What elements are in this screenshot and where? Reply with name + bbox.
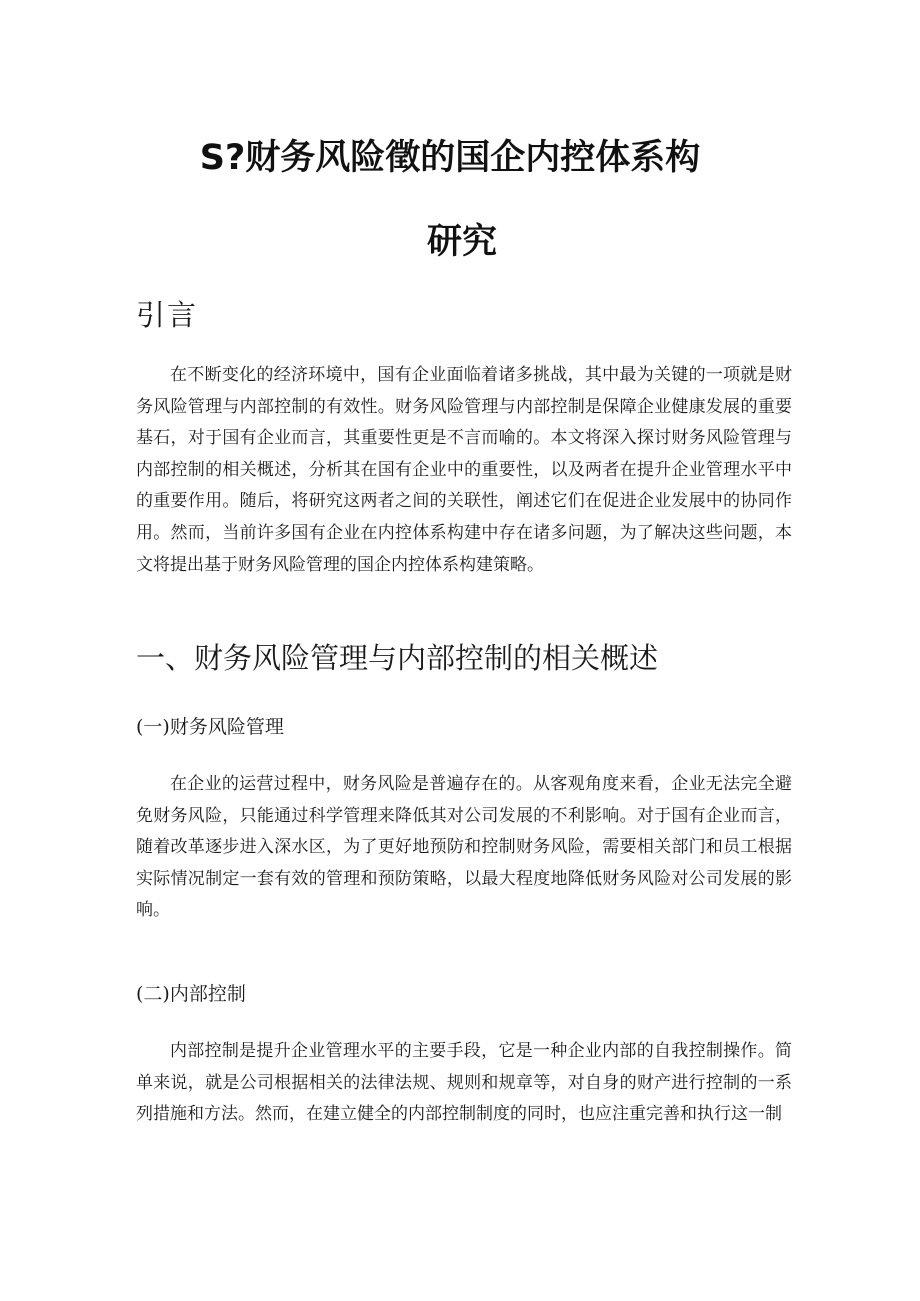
intro-paragraph: 在不断变化的经济环境中，国有企业面临着诸多挑战，其中最为关键的一项就是财务风险管理与内部控制的有效性。财务风险管理与内部控制是保障企业健康发展的重要基石，对于国有企业而言，其重要性更是不言而喻的。本文将深入探讨财务风险管理与内部控制的相关概述，分析其在国有企业中的重要性，以及两者在提升企业管理水平中的重要作用。随后，将研究这两者之间的关联性，阐述它们在促进企业发展中的协同作用。然而，当前许多国有企业在内控体系构建中存在诸多问题，为了解决这些问题，本文将提出基于财务风险管理的国企内控体系构建策略。 [136,365,792,575]
subsection-1-heading: (一)财务风险管理 [136,716,284,738]
section-1-heading: 一、财务风险管理与内部控制的相关概述 [136,641,659,675]
intro-heading: 引言 [136,298,199,332]
subsection-2-paragraph: 内部控制是提升企业管理水平的主要手段，它是一种企业内部的自我控制操作。简单来说，就是公司根据相关的法律法规、规则和规章等，对自身的财产进行控制的一系列措施和方法。然而，在建立健全的内部控制制度的同时，也应注重完善和执行这一制 [136,1041,792,1125]
subsection-2-heading: (二)内部控制 [136,983,246,1005]
document-title-line-1: S?财务风险徵的国企内控体系构 [199,138,701,178]
subsection-1-paragraph: 在企业的运营过程中，财务风险是普遍存在的。从客观角度来看，企业无法完全避免财务风险，只能通过科学管理来降低其对公司发展的不利影响。对于国有企业而言，随着改革逐步进入深水区，为了更好地预防和控制财务风险，需要相关部门和员工根据实际情况制定一套有效的管理和预防策略，以最大程度地降低财务风险对公司发展的影响。 [136,774,792,921]
document-title-line-2: 研究 [426,222,497,262]
